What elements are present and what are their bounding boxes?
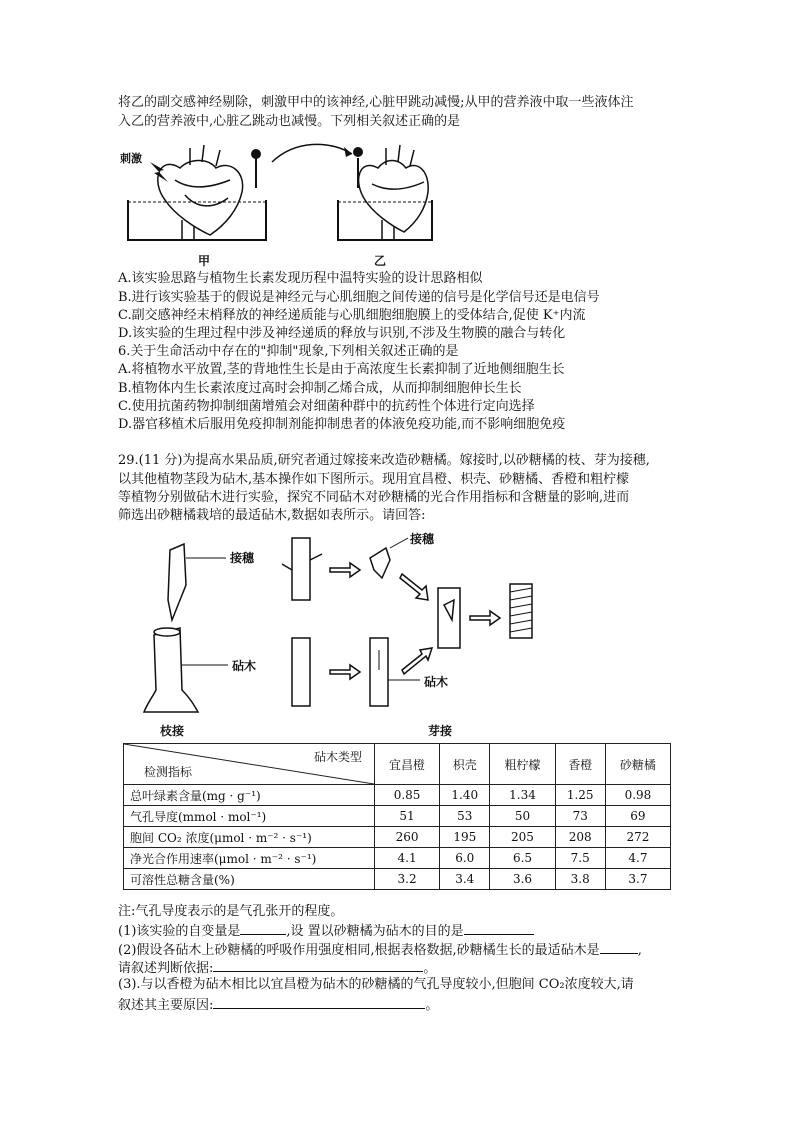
dropper-left-icon [251,149,261,188]
q29-stem-3: 等植物分别做砧木进行实验，探究不同砧木对砂糖橘的光合作用指标和含糖量的影响,进而 [118,490,630,505]
answer-blank[interactable] [464,921,534,935]
table-cell: 73 [555,806,605,827]
caption-yi: 乙 [374,254,387,268]
table-cell: 3.2 [375,869,440,890]
beaker-left [128,200,266,240]
caption-jia: 甲 [198,254,211,268]
q1-text-b: ,设 置以砂糖橘为砧木的目的是 [286,924,464,939]
table-header-row [124,744,671,785]
q6-option-a: A.将植物水平放置,茎的背地性生长是由于高浓度生长素抑制了近地侧细胞生长 [118,362,565,377]
q29-stem-4: 筛选出砂糖橘栽培的最适砧木,数据如表所示。请回答: [118,508,426,523]
arrow-1 [330,563,360,577]
table-cell: 1.25 [555,785,605,806]
table-cell: 3.8 [555,869,605,890]
table-cell: 6.0 [440,848,490,869]
table-cell: 51 [375,806,440,827]
table-row [124,827,671,848]
stimulus-label: 刺激 [120,152,142,165]
sub-question-2-cont [118,958,436,978]
stock-label: 砧木 [232,659,257,673]
q2-text-a: (2)假设各砧木上砂糖橘的呼吸作用强度相同,根据表格数据,砂糖橘生长的最适砧木是 [118,943,600,958]
row-label: 胞间 CO₂ 浓度(μmol · m⁻² · s⁻¹) [124,827,375,848]
table-cell: 53 [440,806,490,827]
table-cell: 272 [605,827,670,848]
answer-blank[interactable] [600,940,638,954]
grafting-figure [140,530,580,720]
q6-option-c: C.使用抗菌药物抑制细菌增殖会对细菌种群中的抗药性个体进行定向选择 [118,399,535,414]
arrow-3 [470,611,500,625]
table-corner-cell [124,744,375,785]
table-cell: 3.7 [605,869,670,890]
q5-option-c: C.副交感神经末梢释放的神经递质能与心肌细胞细胞膜上的受体结合,促使 K⁺内流 [118,308,586,323]
table-cell: 6.5 [490,848,555,869]
corner-top-label: 砧木类型 [313,750,362,764]
table-cell: 3.4 [440,869,490,890]
sub-question-3-cont [118,995,438,1015]
table-cell: 1.40 [440,785,490,806]
dropper-right-icon [353,147,363,188]
row-label: 气孔导度(mmol · mol⁻¹) [124,806,375,827]
table-cell: 7.5 [555,848,605,869]
stock-label-2: 砧木 [424,675,449,689]
rootstock-data-table [123,743,671,890]
heart-experiment-figure [120,140,450,250]
q29-stem-1: 29.(11 分)为提高水果品质,研究者通过嫁接来改造砂糖橘。嫁接时,以砂糖橘的枝、芽为接穗, [118,453,650,468]
q5-option-a: A.该实验思路与植物生长素发现历程中温特实验的设计思路相似 [118,271,483,286]
q2-text-d: 。 [423,961,437,976]
intro-line-1: 将乙的副交感神经剔除，刺激甲中的该神经,心脏甲跳动减慢;从甲的营养液中取一些液体注 [118,95,634,110]
q3-text-a: (3).与以香橙为砧木相比以宜昌橙为砧木的砂糖橘的气孔导度较小,但胞间 CO₂浓度较大,请 [118,977,634,992]
table-note: 注:气孔导度表示的是气孔张开的程度。 [118,904,344,919]
q3-text-c: 。 [425,998,439,1013]
table-cell: 4.1 [375,848,440,869]
transfer-arrowhead [344,147,352,157]
bud-branch-icon [292,538,310,600]
scion-branch-icon [168,544,186,620]
table-row [124,806,671,827]
table-cell: 0.98 [605,785,670,806]
table-cell: 0.85 [375,785,440,806]
table-cell: 69 [605,806,670,827]
table-cell: 4.7 [605,848,670,869]
q3-text-b: 叙述其主要原因: [118,998,214,1013]
arrow-5 [402,648,432,674]
table-cell: 208 [555,827,605,848]
table-row [124,869,671,890]
intro-line-2: 入乙的营养液中,心脏乙跳动也减慢。下列相关叙述正确的是 [118,114,461,129]
table-cell: 3.6 [490,869,555,890]
column-header: 香橙 [555,744,605,785]
q6-stem: 6.关于生命活动中存在的"抑制"现象,下列相关叙述正确的是 [118,344,459,359]
answer-blank[interactable] [213,958,423,972]
column-header: 砂糖橘 [605,744,670,785]
sub-question-1 [118,921,534,941]
row-label: 总叶绿素含量(mg · g⁻¹) [124,785,375,806]
scion-label-2: 接穗 [410,532,435,546]
table-cell: 1.34 [490,785,555,806]
q6-option-b: B.植物体内生长素浓度过高时会抑制乙烯合成，从而抑制细胞伸长生长 [118,381,522,396]
table-cell: 195 [440,827,490,848]
column-header: 枳壳 [440,744,490,785]
corner-bottom-label: 检测指标 [144,765,193,779]
table-row [124,785,671,806]
answer-blank[interactable] [240,921,286,935]
bud-piece-icon [370,548,390,578]
q1-text-a: (1)该实验的自变量是 [118,924,241,939]
grafted-stem-icon [438,588,460,648]
q29-stem-2: 以其他植物茎段为砧木,基本操作如下图所示。现用宜昌橙、枳壳、砂糖橘、香橙和粗柠檬 [118,472,630,487]
heart-right-icon [359,145,429,240]
transfer-arrow [272,144,352,162]
arrow-4 [330,665,360,679]
answer-blank[interactable] [213,995,425,1009]
q6-option-d: D.器官移植术后服用免疫抑制剂能抑制患者的体液免疫功能,而不影响细胞免疫 [118,417,566,432]
heart-left-icon [158,145,243,240]
table-cell: 205 [490,827,555,848]
stock-trunk-icon [144,628,198,712]
q2-text-c: 请叙述判断依据: [118,961,214,976]
row-label: 可溶性总糖含量(%) [124,869,375,890]
table-cell: 260 [375,827,440,848]
table-row [124,848,671,869]
scion-label: 接穗 [230,551,255,565]
caption-branch-graft: 枝接 [160,724,185,738]
q2-text-b: , [637,943,642,958]
row-label: 净光合作用速率(μmol · m⁻² · s⁻¹) [124,848,375,869]
column-header: 粗柠檬 [490,744,555,785]
stock-cut-icon [292,638,310,706]
q5-option-d: D.该实验的生理过程中涉及神经递质的释放与识别,不涉及生物膜的融合与转化 [118,326,566,341]
arrow-2 [400,574,428,600]
table-cell: 50 [490,806,555,827]
stock-slit-icon [370,638,388,706]
q5-option-b: B.进行该实验基于的假说是神经元与心肌细胞之间传递的信号是化学信号还是电信号 [118,290,600,305]
caption-bud-graft: 芽接 [428,724,453,738]
sub-question-2 [118,940,642,960]
column-header: 宜昌橙 [375,744,440,785]
sub-question-3 [118,976,634,994]
